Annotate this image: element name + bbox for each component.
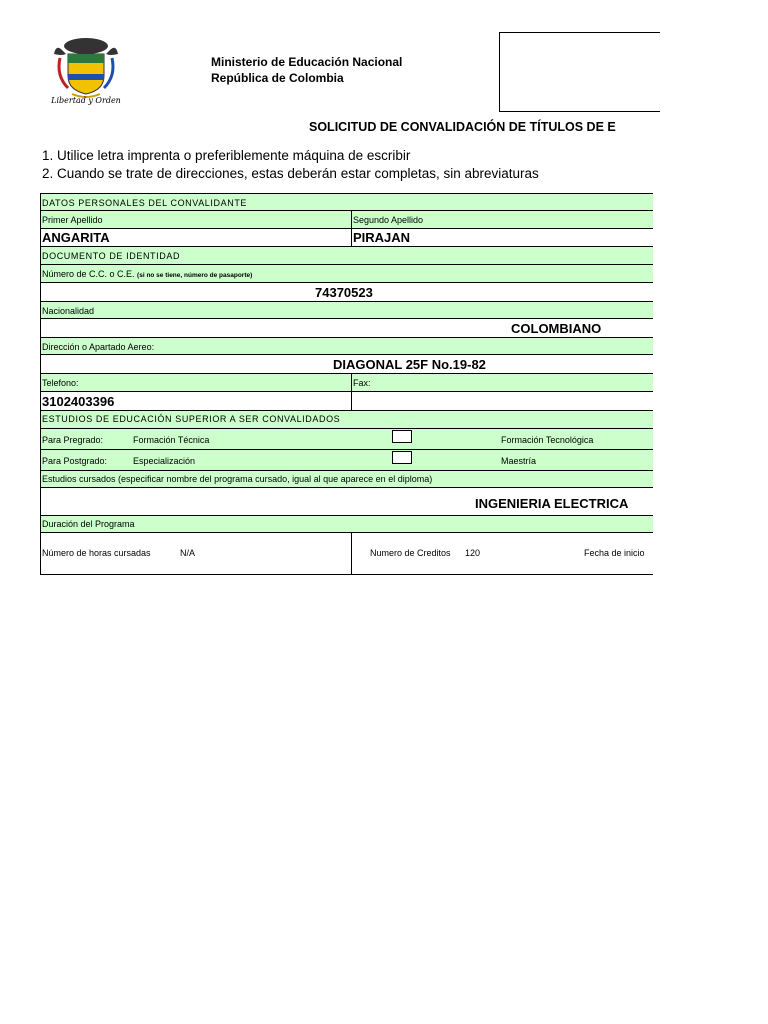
creditos-label: Numero de Creditos <box>370 548 451 558</box>
fax-label: Fax: <box>353 378 371 388</box>
formacion-tecnologica-label: Formación Tecnológica <box>501 435 594 445</box>
primer-apellido-field[interactable]: ANGARITA <box>42 230 110 245</box>
segundo-apellido-field[interactable]: PIRAJAN <box>353 230 411 245</box>
horas-field[interactable]: N/A <box>180 548 196 558</box>
surname-labels-row <box>40 211 653 229</box>
id-number-row <box>40 283 653 302</box>
fecha-inicio-label: Fecha de inicio <box>584 548 645 558</box>
ministry-heading <box>211 54 402 86</box>
section-identity <box>40 247 653 265</box>
phone-values-row <box>40 392 653 411</box>
address-label: Dirección o Apartado Aereo: <box>42 342 155 352</box>
application-form <box>40 193 653 575</box>
nationality-row <box>40 319 653 338</box>
phone-label: Telefono: <box>42 378 79 388</box>
ministry-name: Ministerio de Educación Nacional <box>211 55 403 69</box>
instruction-1: 1. Utilice letra imprenta o preferiblemente máquina de escribir <box>42 148 411 163</box>
cursados-label: Estudios cursados (especificar nombre del programa cursado, igual al que aparece en el diploma) <box>42 474 433 484</box>
horas-label: Número de horas cursadas <box>42 548 151 558</box>
formacion-tecnica-label: Formación Técnica <box>133 435 210 445</box>
surname-values-row <box>40 229 653 247</box>
especializacion-checkbox[interactable] <box>392 451 412 464</box>
phone-field[interactable]: 3102403396 <box>42 394 115 409</box>
postgrado-label: Para Postgrado: <box>42 456 108 466</box>
duracion-label-row <box>40 516 653 533</box>
section-identity-label: DOCUMENTO DE IDENTIDAD <box>42 251 181 261</box>
section-studies <box>40 411 653 429</box>
section-studies-label: ESTUDIOS DE EDUCACIÓN SUPERIOR A SER CONVALIDADOS <box>42 414 341 424</box>
section-personal <box>40 193 653 211</box>
cursados-label-row <box>40 471 653 488</box>
form-title: SOLICITUD DE CONVALIDACIÓN DE TÍTULOS DE E <box>309 120 616 134</box>
especializacion-label: Especialización <box>133 456 196 466</box>
reception-stamp-box <box>499 32 660 112</box>
program-field[interactable]: INGENIERIA ELECTRICA <box>475 496 629 511</box>
id-number-label <box>42 269 252 279</box>
nationality-field[interactable]: COLOMBIANO <box>511 321 602 336</box>
formacion-tecnica-checkbox[interactable] <box>392 430 412 443</box>
address-field[interactable]: DIAGONAL 25F No.19-82 <box>333 357 486 372</box>
id-number-field[interactable]: 74370523 <box>315 285 373 300</box>
id-number-note: (si no se tiene, número de pasaporte) <box>137 272 253 279</box>
duration-details-row <box>40 533 653 575</box>
address-label-row <box>40 338 653 355</box>
pregrado-label: Para Pregrado: <box>42 435 104 445</box>
country-name: República de Colombia <box>211 71 344 85</box>
segundo-apellido-label: Segundo Apellido <box>353 215 424 225</box>
creditos-field[interactable]: 120 <box>465 548 481 558</box>
id-number-label-row <box>40 265 653 283</box>
seal-motto: Libertad y Orden <box>51 96 121 105</box>
instruction-2: 2. Cuando se trate de direcciones, estas deberán estar completas, sin abreviaturas <box>42 166 539 181</box>
primer-apellido-label: Primer Apellido <box>42 215 103 225</box>
postgrado-row <box>40 450 653 471</box>
duracion-label: Duración del Programa <box>42 519 135 529</box>
section-personal-label: DATOS PERSONALES DEL CONVALIDANTE <box>42 198 248 208</box>
nationality-label-row <box>40 302 653 319</box>
pregrado-row <box>40 429 653 450</box>
id-number-label-text: Número de C.C. o C.E. <box>42 269 135 279</box>
program-row <box>40 488 653 516</box>
phone-labels-row <box>40 374 653 392</box>
maestria-label: Maestría <box>501 456 537 466</box>
nationality-label: Nacionalidad <box>42 306 95 316</box>
address-row <box>40 355 653 374</box>
